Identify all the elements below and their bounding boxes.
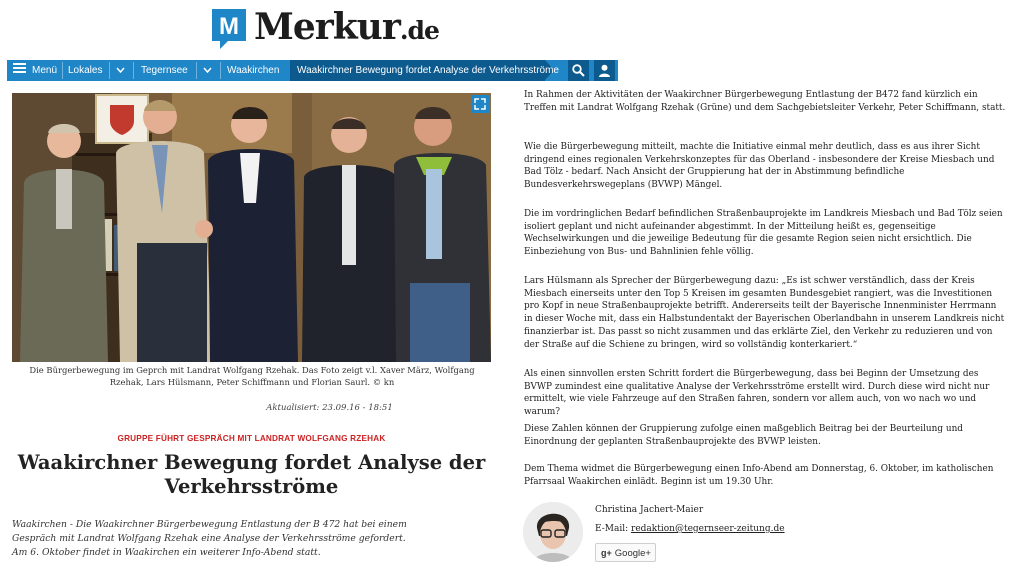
chevron-down-icon[interactable]	[203, 60, 212, 81]
photo-caption: Die Bürgerbewegung im Geprch mit Landrat Wolfgang Rzehak. Das Foto zeigt v.l. Xaver März, Wolfgang Rzehak, Lars Hülsmann, Peter Schiffmann und Florian Saurl. © kn	[29, 365, 475, 387]
user-button[interactable]	[594, 60, 615, 81]
author-email-link[interactable]: redaktion@tegernseer-zeitung.de	[631, 524, 785, 534]
article-paragraph: Die im vordringlichen Bedarf befindlichen Straßenbauprojekte im Landkreis Miesbach und Bad Tölz seien isoliert geplant und nicht aufeinander abgestimmt. In der Mitteilung heißt es, gegenseitige Wechselwirkungen und die jeweilige Bedeutung für die gesamte Region seien nicht ersichtlich. Die Einbeziehung von Bus- und Bahnlinien fehle völlig.	[524, 209, 1003, 258]
brand-wordmark: Merkur.de	[254, 6, 439, 48]
breadcrumb-waakirchen[interactable]: Waakirchen	[227, 65, 280, 76]
hamburger-icon	[13, 60, 26, 81]
breadcrumb-lokales[interactable]: Lokales	[68, 65, 103, 76]
updated-timestamp: Aktualisiert: 23.09.16 - 18:51	[266, 403, 393, 413]
google-plus-button[interactable]: g+ Google+	[595, 543, 656, 562]
article-paragraph: Diese Zahlen können der Gruppierung zufolge einen maßgeblich Beitrag bei der Beurteilung und Einordnung der geplanten Straßenbauprojekte des BVWP leisten.	[524, 424, 963, 447]
avatar	[523, 502, 583, 562]
google-plus-icon: g+	[601, 548, 612, 558]
article-paragraph: Wie die Bürgerbewegung mitteilt, machte die Initiative einmal mehr deutlich, dass es aus ihrer Sicht dringend eines regionalen Verkehrskonzeptes für das Oberland - insbesondere der Kreise Miesbach und Bad Tölz - bedarf. Nach Ansicht der Gruppierung hat der in Abstimmung befindliche Bundesverkehrswegeplans (BVWP) Mängel.	[524, 142, 995, 191]
breadcrumb-tegernsee[interactable]: Tegernsee	[141, 65, 188, 76]
menu-label: Menü	[32, 65, 58, 77]
article-kicker: GRUPPE FÜHRT GESPRÄCH MIT LANDRAT WOLFGANG RZEHAK	[117, 434, 386, 443]
author-email: E-Mail: redaktion@tegernseer-zeitung.de	[595, 524, 785, 534]
article-paragraph: Als einen sinnvollen ersten Schritt fordert die Bürgerbewegung, dass bei Beginn der Umsetzung des BVWP zumindest eine qualitative Analyse der Verkehrsströme erstellt wird. Durch diese wird nicht nur ermittelt, wie viele Fahrzeuge auf den Straßen fahren, sondern vor allem auch, von wo nach wo und warum?	[524, 369, 990, 418]
merkur-logo-icon	[210, 7, 248, 51]
article-photo[interactable]	[12, 93, 491, 362]
site-logo[interactable]	[210, 7, 439, 51]
breadcrumb-current-label: Waakirchner Bewegung fordet Analyse der Verkehrsströme	[297, 65, 559, 76]
author-name: Christina Jachert-Maier	[595, 505, 704, 515]
expand-button[interactable]	[471, 95, 489, 113]
article-paragraph: Lars Hülsmann als Sprecher der Bürgerbewegung dazu: „Es ist schwer verständlich, dass der Kreis Miesbach einerseits unter den Top 5 Kreisen im gesamten Bundesgebiet rangiert, was die Investitionen pro Kopf in neue Straßenbauprojekte betrifft. Andererseits teilt der Bayerische Innenminister Herrmann in dieser Woche mit, dass ein Halbstundentakt der Bayerischen Oberlandbahn in unserem Landkreis nicht finanzierbar ist. Das passt so nicht zusammen und das erklärte Ziel, den Verkehr zu reduzieren und von der Straße auf die Schiene zu bringen, wird so vollständig konterkariert.“	[524, 276, 1005, 350]
article-teaser: Waakirchen - Die Waakirchner Bürgerbewegung Entlastung der B 472 hat bei einem Gespräch mit Landrat Wolfgang Rzehak eine Analyse der Verkehrsströme gefordert. Am 6. Oktober findet in Waakirchen ein weiterer Info-Abend statt.	[12, 519, 407, 558]
search-button[interactable]	[568, 60, 589, 81]
expand-icon	[471, 98, 489, 117]
chevron-down-icon[interactable]	[116, 60, 125, 81]
breadcrumb-nav	[7, 60, 618, 81]
menu-button[interactable]	[13, 60, 57, 81]
svg-text:M: M	[219, 13, 239, 40]
article-paragraph: In Rahmen der Aktivitäten der Waakirchner Bürgerbewegung Entlastung der B472 fand kürzlich ein Treffen mit Landrat Wolfgang Rzehak (Grüne) und dem Sachgebietsleiter Verkehr, Peter Schiffmann, statt.	[524, 90, 1006, 113]
article-paragraph: Dem Thema widmet die Bürgerbewegung einen Info-Abend am Donnerstag, 6. Oktober, im katholischen Pfarrsaal Waakirchen einlädt. Beginn ist um 19.30 Uhr.	[524, 464, 994, 487]
page-title: Waakirchner Bewegung fordet Analyse der Verkehrsströme	[17, 451, 486, 498]
